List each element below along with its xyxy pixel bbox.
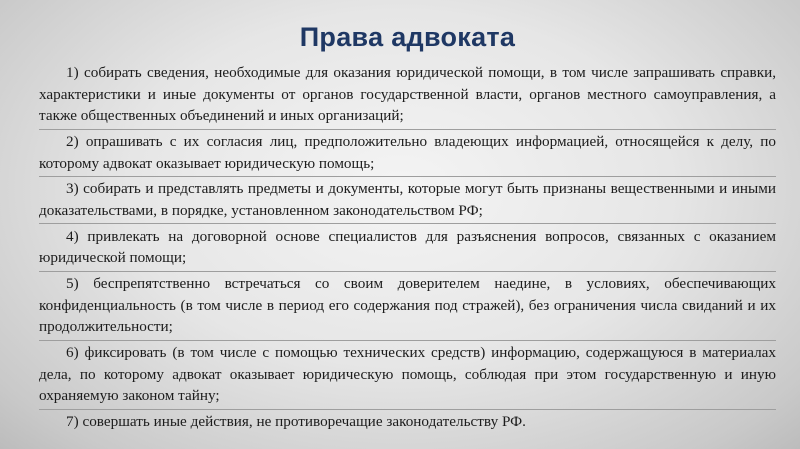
rights-list-item-3: 3) собирать и представлять предметы и документы, которые могут быть признаны вещественными и иными доказательствами, в порядке, установленном законодательством РФ;: [39, 178, 776, 224]
rights-list-item-4: 4) привлекать на договорной основе специалистов для разъяснения вопросов, связанных с оказанием юридической помощи;: [39, 226, 776, 272]
slide-title: Права адвоката: [299, 22, 516, 52]
rights-list-item-1: 1) собирать сведения, необходимые для оказания юридической помощи, в том числе запрашивать справки, характеристики и иные документы от органов государственной власти, органов местного самоуправления, а также общественных объединений и иных организаций;: [39, 62, 776, 130]
rights-list: [39, 62, 776, 434]
rights-list-item-2: 2) опрашивать с их согласия лиц, предположительно владеющих информацией, относящейся к делу, по которому адвокат оказывает юридическую помощь;: [39, 131, 776, 177]
rights-list-item-6: 6) фиксировать (в том числе с помощью технических средств) информацию, содержащуюся в материалах дела, по которому адвокат оказывает юридическую помощь, соблюдая при этом государственную и иную охраняемую законом тайну;: [39, 342, 776, 410]
rights-list-item-7: 7) совершать иные действия, не противоречащие законодательству РФ.: [66, 413, 526, 431]
rights-list-item-5: 5) беспрепятственно встречаться со своим доверителем наедине, в условиях, обеспечивающих конфиденциальность (в том числе в период его содержания под стражей), без ограничения числа свиданий и их продолжительности;: [39, 273, 776, 341]
